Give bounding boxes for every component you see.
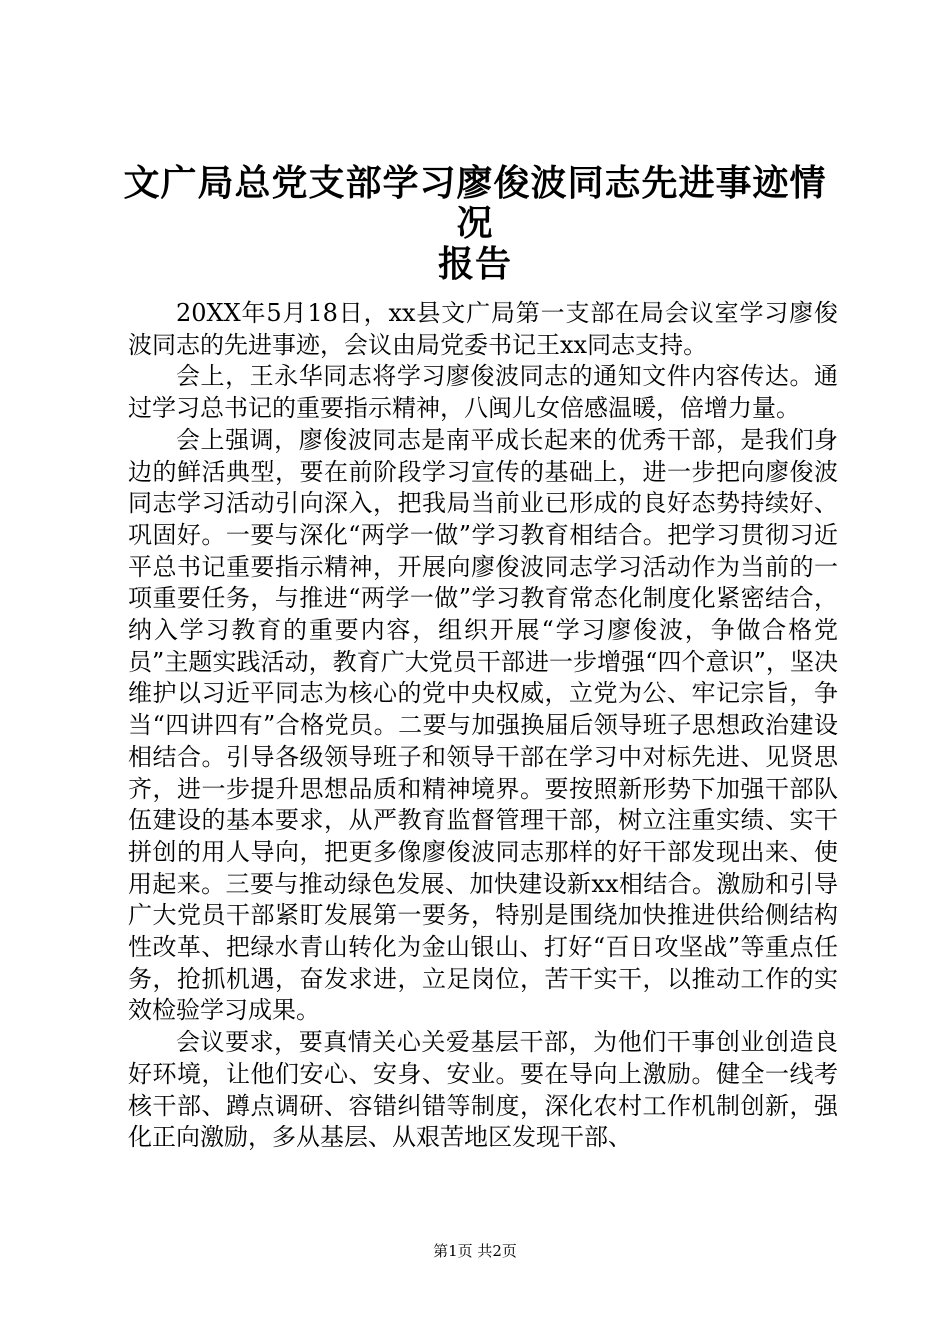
page-number-footer: 第1页 共2页: [433, 1242, 517, 1260]
paragraph: 20XX年5月18日，xx县文广局第一支部在局会议室学习廖俊波同志的先进事迹，会议由局党委书记王xx同志支持。: [128, 299, 838, 359]
paragraph: 会议要求，要真情关心关爱基层干部，为他们干事创业创造良好环境，让他们安心、安身、安业。要在导向上激励。健全一线考核干部、蹲点调研、容错纠错等制度，深化农村工作机制创新，强化正向激励，多从基层、从艰苦地区发现干部、: [128, 1028, 838, 1152]
paragraph: 会上强调，廖俊波同志是南平成长起来的优秀干部，是我们身边的鲜活典型，要在前阶段学习宣传的基础上，进一步把向廖俊波同志学习活动引向深入，把我局当前业已形成的良好态势持续好、巩固好。一要与深化“两学一做”学习教育相结合。把学习贯彻习近平总书记重要指示精神，开展向廖俊波同志学习活动作为当前的一项重要任务，与推进“两学一做”学习教育常态化制度化紧密结合，纳入学习教育的重要内容，组织开展“学习廖俊波，争做合格党员”主题实践活动，教育广大党员干部进一步增强“四个意识”，坚决维护以习近平同志为核心的党中央权威，立党为公、牢记宗旨，争当“四讲四有”合格党员。二要与加强换届后领导班子思想政治建设相结合。引导各级领导班子和领导干部在学习中对标先进、见贤思齐，进一步提升思想品质和精神境界。要按照新形势下加强干部队伍建设的基本要求，从严教育监督管理干部，树立注重实绩、实干拼创的用人导向，把更多像廖俊波同志那样的好干部发现出来、使用起来。三要与推动绿色发展、加快建设新xx相结合。激励和引导广大党员干部紧盯发展第一要务，特别是围绕加快推进供给侧结构性改革、把绿水青山转化为金山银山、打好“百日攻坚战”等重点任务，抢抓机遇，奋发求进，立足岗位，苦干实干，以推动工作的实效检验学习成果。: [128, 425, 838, 1025]
document-title-line-2: 报告: [437, 244, 512, 285]
document-title-line-1: 文广局总党支部学习廖俊波同志先进事迹情况: [123, 163, 827, 244]
paragraph: 会上，王永华同志将学习廖俊波同志的通知文件内容传达。通过学习总书记的重要指示精神，八闽儿女倍感温暖，倍增力量。: [128, 362, 838, 423]
document-body: [128, 298, 838, 1154]
